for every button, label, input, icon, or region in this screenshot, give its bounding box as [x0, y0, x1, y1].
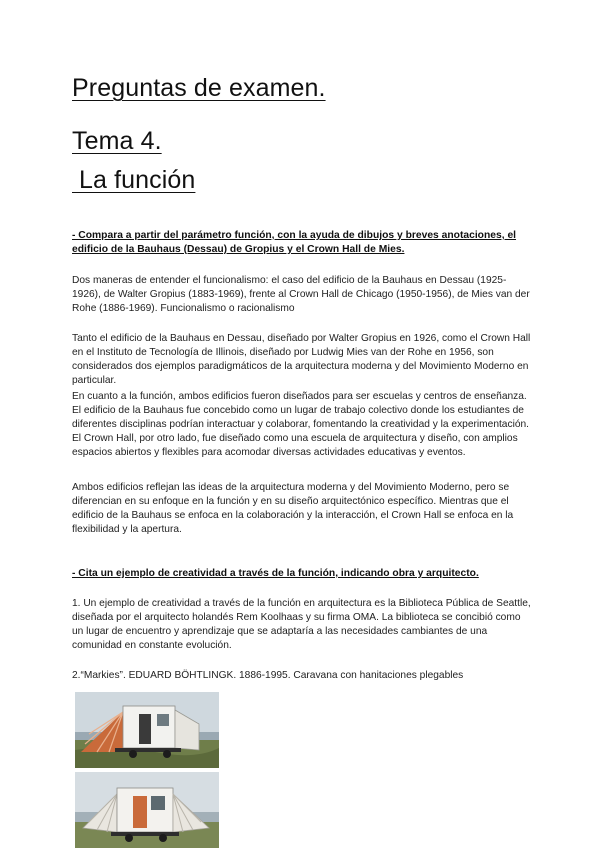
topic-subheading: La función — [72, 166, 196, 194]
topic-heading: Tema 4. — [72, 127, 162, 155]
document-title: Preguntas de examen. — [72, 74, 326, 102]
question-1: - Compara a partir del parámetro función, con la ayuda de dibujos y breves anotaciones, el edificio de la Bauhaus (Dessau) de Gropius y el Crown Hall de Mies. — [72, 230, 517, 255]
answer-1-paragraph-3: Ambos edificios reflejan las ideas de la arquitectura moderna y del Movimiento Moderno, pero se diferencian en su enfoque en la función y en su diseño arquitectónico específico. Mientras que el edificio de la Bauhaus se enfoca en la colaboración y la interacción, el Crown Hall se enfoca en la flexibilidad y la apertura. — [72, 482, 514, 535]
markies-caravan-photo-2 — [75, 772, 219, 848]
markies-caravan-photo-1 — [75, 692, 219, 768]
question-2: - Cita un ejemplo de creatividad a través de la función, indicando obra y arquitecto. — [72, 568, 479, 579]
answer-1-paragraph-1: Tanto el edificio de la Bauhaus en Dessau, diseñado por Walter Gropius en 1926, como el Crown Hall en el Instituto de Tecnología de Illinois, diseñado por Ludwig Mies van der Rohe en 1956, son considerados dos ejemplos paradigmáticos de la arquitectura moderna y del Movimiento Moderno en particular. — [72, 333, 531, 386]
answer-2-item-1: 1. Un ejemplo de creatividad a través de la función en arquitectura es la Biblioteca Pública de Seattle, diseñada por el arquitecto holandés Rem Koolhaas y su firma OMA. La biblioteca se concibió como un lugar de encuentro y aprendizaje que se adaptaría a las necesidades cambiantes de una comunidad en constante evolución. — [72, 598, 531, 651]
answer-2-item-2: 2.“Markies”. EDUARD BÖHTLINGK. 1886-1995. Caravana con hanitaciones plegables — [72, 670, 464, 681]
answer-1-intro: Dos maneras de entender el funcionalismo: el caso del edificio de la Bauhaus en Dessau (1925- 1926), de Walter Gropius (1883-1969), frente al Crown Hall de Chicago (1950-1956), de Mies van der Rohe (1886-1969). Funcionalismo o racionalismo — [72, 275, 530, 314]
answer-1-paragraph-2: En cuanto a la función, ambos edificios fueron diseñados para ser escuelas y centros de enseñanza. El edificio de la Bauhaus fue concebido como un lugar de trabajo colectivo donde los estudiantes de diferentes disciplinas podrían interactuar y colaborar, fomentando la creatividad y la experimentación. El Crown Hall, por otro lado, fue diseñado como una escuela de arquitectura y diseño, con amplios espacios abiertos y flexibles para acomodar diversas actividades educativas y eventos. — [72, 391, 529, 458]
